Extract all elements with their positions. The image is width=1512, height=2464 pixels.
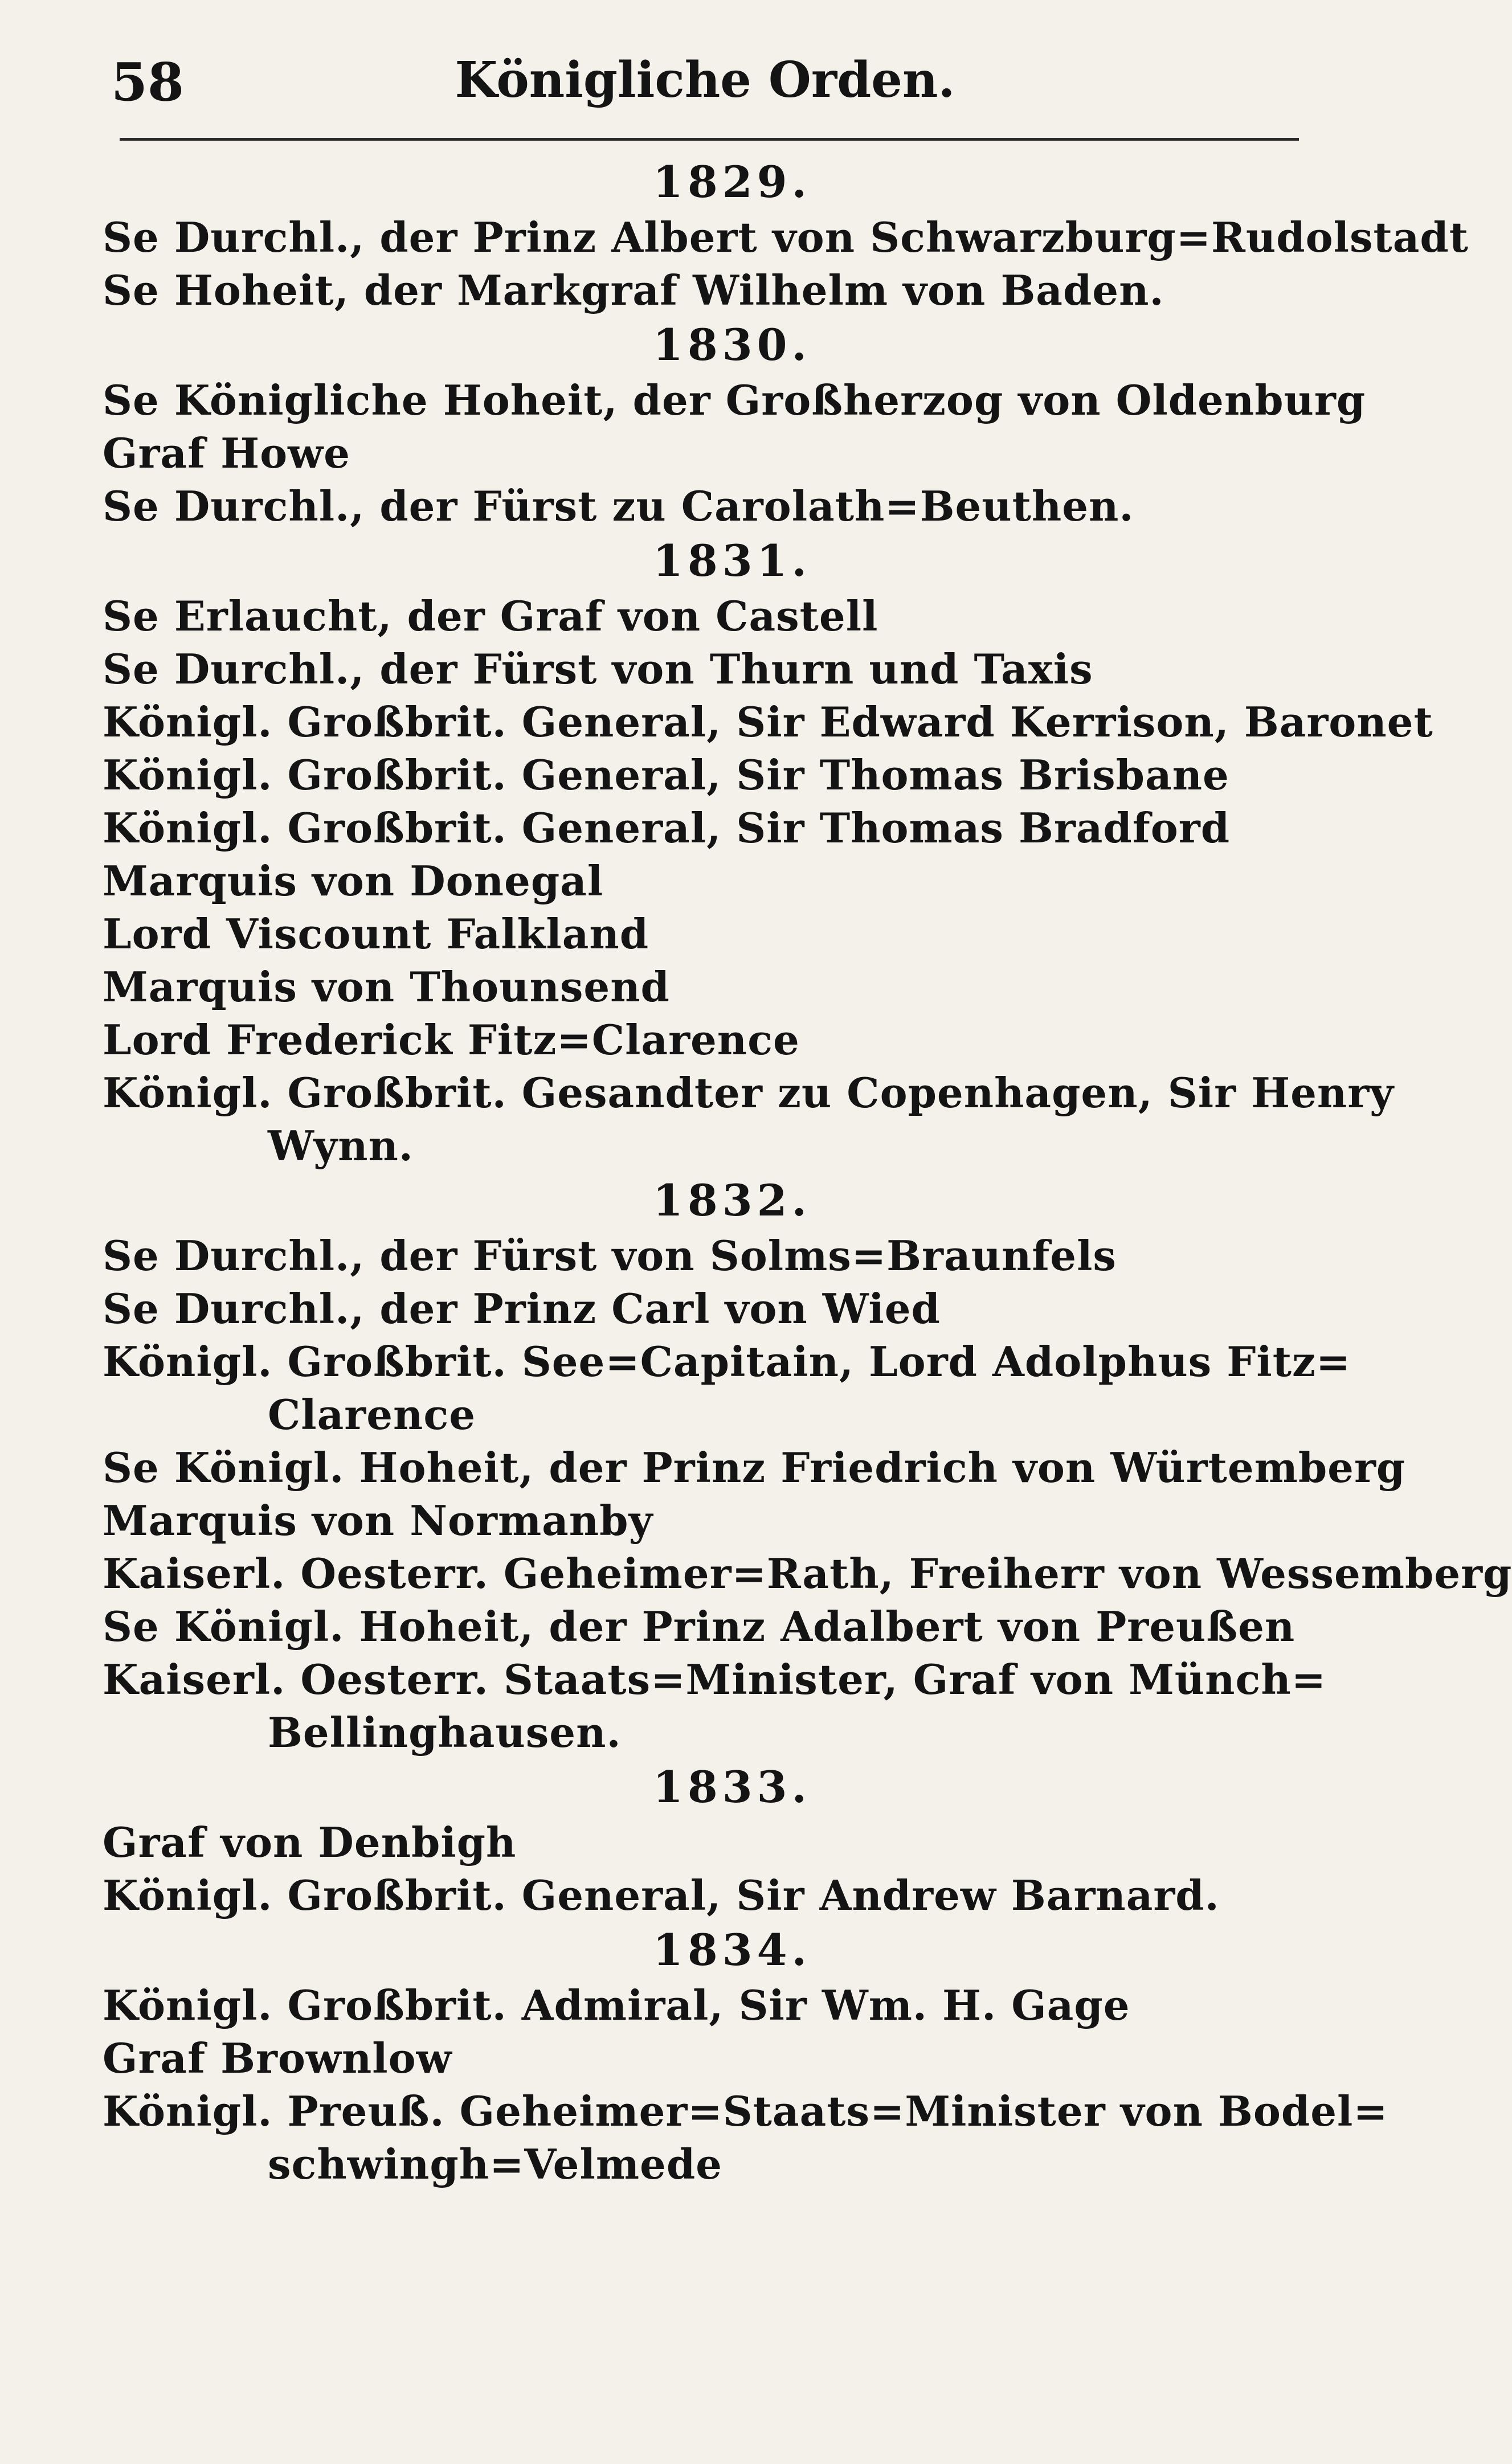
page-number: 58 bbox=[111, 51, 185, 113]
page-header bbox=[111, 51, 1299, 120]
recipient-entry bbox=[103, 960, 1305, 1013]
recipient-entry bbox=[103, 2085, 1388, 2191]
recipient-text-continuation: Bellinghausen. bbox=[268, 1708, 622, 1757]
recipient-text: Graf von Denbigh bbox=[103, 1818, 517, 1867]
running-title: Königliche Orden. bbox=[455, 51, 955, 109]
year-heading: 1832. bbox=[653, 1175, 811, 1226]
year-section bbox=[103, 1759, 1305, 1922]
year-section bbox=[103, 1172, 1512, 1759]
year-heading: 1829. bbox=[653, 157, 811, 207]
year-section bbox=[103, 154, 1469, 317]
recipient-text: Se Durchl., der Prinz Carl von Wied bbox=[103, 1284, 941, 1333]
recipient-text-continuation: Wynn. bbox=[268, 1122, 414, 1170]
recipient-entry bbox=[103, 1335, 1351, 1441]
recipient-text: Königl. Großbrit. See=Capitain, Lord Adolphus Fitz= bbox=[103, 1337, 1351, 1386]
recipient-entry bbox=[103, 264, 1305, 317]
recipient-entry bbox=[103, 642, 1305, 695]
recipient-entry bbox=[103, 695, 1433, 748]
recipient-entry bbox=[103, 1979, 1305, 2032]
recipient-entry bbox=[103, 1282, 1305, 1335]
recipient-entry bbox=[103, 590, 1305, 642]
recipient-text: Königl. Großbrit. Gesandter zu Copenhagen, Sir Henry bbox=[103, 1069, 1395, 1117]
recipient-text: Lord Frederick Fitz=Clarence bbox=[103, 1016, 800, 1064]
recipient-text: Se Durchl., der Prinz Albert von Schwarzburg=Rudolstadt bbox=[103, 213, 1469, 261]
order-list bbox=[103, 154, 1512, 2191]
year-heading: 1833. bbox=[653, 1762, 811, 1812]
year-heading: 1834. bbox=[653, 1925, 811, 1975]
recipient-entry bbox=[103, 1013, 1305, 1066]
recipient-text: Marquis von Normanby bbox=[103, 1496, 653, 1545]
recipient-entry bbox=[103, 1441, 1406, 1494]
recipient-text: Graf Howe bbox=[103, 429, 350, 477]
recipient-text: Se Königl. Hoheit, der Prinz Friedrich von Würtemberg bbox=[103, 1443, 1406, 1492]
recipient-entry bbox=[103, 1229, 1305, 1282]
recipient-text: Se Hoheit, der Markgraf Wilhelm von Baden. bbox=[103, 266, 1164, 314]
year-heading: 1830. bbox=[653, 320, 811, 370]
year-section bbox=[103, 317, 1366, 533]
recipient-text-continuation: schwingh=Velmede bbox=[268, 2140, 722, 2188]
recipient-text: Marquis von Donegal bbox=[103, 857, 604, 905]
recipient-text: Se Durchl., der Fürst von Solms=Braunfels bbox=[103, 1231, 1117, 1280]
recipient-entry bbox=[103, 1494, 1305, 1547]
recipient-entry bbox=[103, 427, 1305, 480]
recipient-text: Se Königl. Hoheit, der Prinz Adalbert von Preußen bbox=[103, 1602, 1296, 1651]
recipient-text: Königl. Großbrit. General, Sir Thomas Bradford bbox=[103, 804, 1231, 852]
recipient-text: Se Königliche Hoheit, der Großherzog von Oldenburg bbox=[103, 376, 1366, 424]
recipient-text: Königl. Preuß. Geheimer=Staats=Minister von Bodel= bbox=[103, 2087, 1388, 2135]
recipient-entry bbox=[103, 211, 1469, 264]
recipient-text: Se Durchl., der Fürst zu Carolath=Beuthen. bbox=[103, 482, 1134, 530]
recipient-entry bbox=[103, 1653, 1327, 1759]
recipient-text: Graf Brownlow bbox=[103, 2034, 452, 2082]
recipient-text: Se Durchl., der Fürst von Thurn und Taxis bbox=[103, 645, 1093, 693]
recipient-text: Königl. Großbrit. General, Sir Andrew Barnard. bbox=[103, 1871, 1220, 1919]
recipient-text-continuation: Clarence bbox=[268, 1390, 476, 1439]
recipient-text: Königl. Großbrit. Admiral, Sir Wm. H. Gage bbox=[103, 1981, 1130, 2029]
recipient-entry bbox=[103, 1066, 1395, 1172]
recipient-entry bbox=[103, 374, 1366, 427]
recipient-entry bbox=[103, 1816, 1305, 1869]
header-rule bbox=[120, 138, 1299, 141]
recipient-entry bbox=[103, 854, 1305, 907]
recipient-entry bbox=[103, 801, 1305, 854]
recipient-text: Se Erlaucht, der Graf von Castell bbox=[103, 592, 878, 640]
recipient-text: Kaiserl. Oesterr. Staats=Minister, Graf von Münch= bbox=[103, 1655, 1327, 1704]
recipient-entry bbox=[103, 1600, 1305, 1653]
recipient-entry bbox=[103, 907, 1305, 960]
recipient-text: Königl. Großbrit. General, Sir Thomas Brisbane bbox=[103, 751, 1229, 799]
recipient-entry bbox=[103, 748, 1305, 801]
recipient-text: Kaiserl. Oesterr. Geheimer=Rath, Freiherr von Wessemberg bbox=[103, 1549, 1512, 1598]
recipient-entry bbox=[103, 480, 1305, 533]
recipient-entry bbox=[103, 1547, 1512, 1600]
year-section bbox=[103, 533, 1433, 1172]
year-heading: 1831. bbox=[653, 535, 811, 586]
recipient-entry bbox=[103, 1869, 1305, 1922]
recipient-text: Marquis von Thounsend bbox=[103, 963, 670, 1011]
recipient-text: Königl. Großbrit. General, Sir Edward Kerrison, Baronet bbox=[103, 698, 1433, 746]
recipient-text: Lord Viscount Falkland bbox=[103, 910, 649, 958]
year-section bbox=[103, 1922, 1388, 2191]
recipient-entry bbox=[103, 2032, 1305, 2085]
